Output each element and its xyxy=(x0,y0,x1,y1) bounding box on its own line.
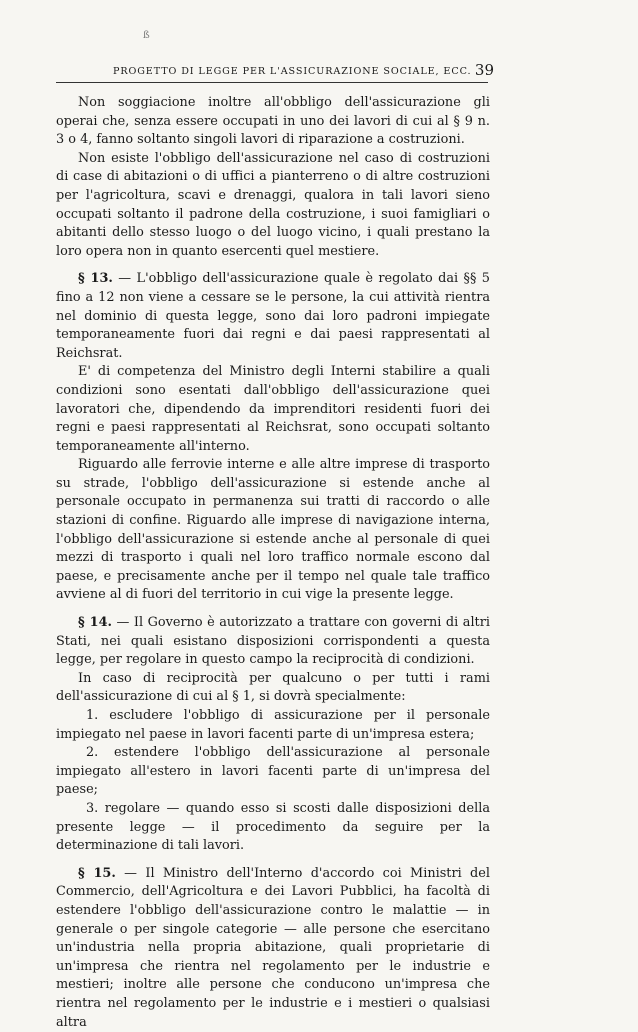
page-mark: ß xyxy=(143,30,150,41)
paragraph: Non esiste l'obbligo dell'assicurazione nel caso di costruzioni di case di abitazioni o di uffici a pianterreno o di altre costruzioni per l'agricoltura, scavi e drenaggi, qualora in tali lavori sieno occupati soltanto il padrone della costruzione, i suoi famigliari o abitanti dello stesso luogo o del luogo vicino, i quali prestano la loro opera non in quanto esercenti quel mestiere. xyxy=(56,150,490,259)
body-text xyxy=(56,94,490,1032)
header-rule xyxy=(56,82,488,83)
running-title: PROGETTO DI LEGGE PER L'ASSICURAZIONE SOCIALE, ECC. xyxy=(113,66,472,77)
paragraph: Riguardo alle ferrovie interne e alle altre imprese di trasporto su strade, l'obbligo dell'assicurazione si estende anche al personale occupato in permanenza sui tratti di raccordo o alle stazioni di confine. Riguardo alle imprese di navigazione interna, l'obbligo dell'assicurazione si estende anche al personale di quei mezzi di trasporto i quali nel loro traffico normale escono dal paese, e precisamente anche per il tempo nel quale tale traffico avviene al di fuori del territorio in cui vige la presente legge. xyxy=(56,457,490,603)
section-number: § 13. xyxy=(78,271,113,287)
section-15: § 15. — Il Ministro dell'Interno d'accordo coi Ministri del Commercio, dell'Agricoltura e dei Lavori Pubblici, ha facoltà di estendere l'obbligo dell'assicurazione contro le malattie — in generale o per singole categorie — alle persone che esercitano un'industria nella propria abitazione, quali proprietarie di un'impresa che rientra nel regolamento per le industrie e mestieri; inoltre alle persone che conducono un'impresa che rientra nel regolamento per le industrie e i mestieri o qualsiasi altra xyxy=(56,865,490,1030)
list-item: 1. escludere l'obbligo di assicurazione per il personale impiegato nel paese in lavori facenti parte di un'impresa estera; xyxy=(56,708,490,742)
paragraph: E' di competenza del Ministro degli Interni stabilire a quali condizioni sono esentati dall'obbligo dell'assicurazione quei lavoratori che, dipendendo da imprenditori residenti fuori dei regni e paesi rappresentati al Reichsrat, sono occupati soltanto temporaneamente all'interno. xyxy=(56,364,490,454)
paragraph: In caso di reciprocità per qualcuno o per tutti i rami dell'assicurazione di cui al § 1, si dovrà specialmente: xyxy=(56,670,490,705)
section-13: § 13. — L'obbligo dell'assicurazione quale è regolato dai §§ 5 fino a 12 non viene a cessare se le persone, la cui attività rientra nel dominio di questa legge, sono dai loro padroni impiegate temporaneamente fuori dai regni e dai paesi rappresentati al Reichsrat. xyxy=(56,271,490,361)
section-14: § 14. — Il Governo è autorizzato a trattare con governi di altri Stati, nei quali esistano disposizioni corrispondenti a questa legge, per regolare in questo campo la reciprocità di condizioni. xyxy=(56,615,490,668)
running-header xyxy=(56,60,494,84)
section-number: § 14. xyxy=(78,615,112,631)
list-item: 3. regolare — quando esso si scosti dalle disposizioni della presente legge — il procedimento da seguire per la determinazione di tali lavori. xyxy=(56,800,490,854)
section-number: § 15. xyxy=(78,865,116,881)
list-item: 2. estendere l'obbligo dell'assicurazione al personale impiegato all'estero in lavori facenti parte di un'impresa del paese; xyxy=(56,745,490,798)
page-number: 39 xyxy=(474,61,494,79)
paragraph: Non soggiacione inoltre all'obbligo dell'assicurazione gli operai che, senza essere occupati in uno dei lavori di cui al § 9 n. 3 o 4, fanno soltanto singoli lavori di riparazione a costruzioni. xyxy=(56,95,490,148)
